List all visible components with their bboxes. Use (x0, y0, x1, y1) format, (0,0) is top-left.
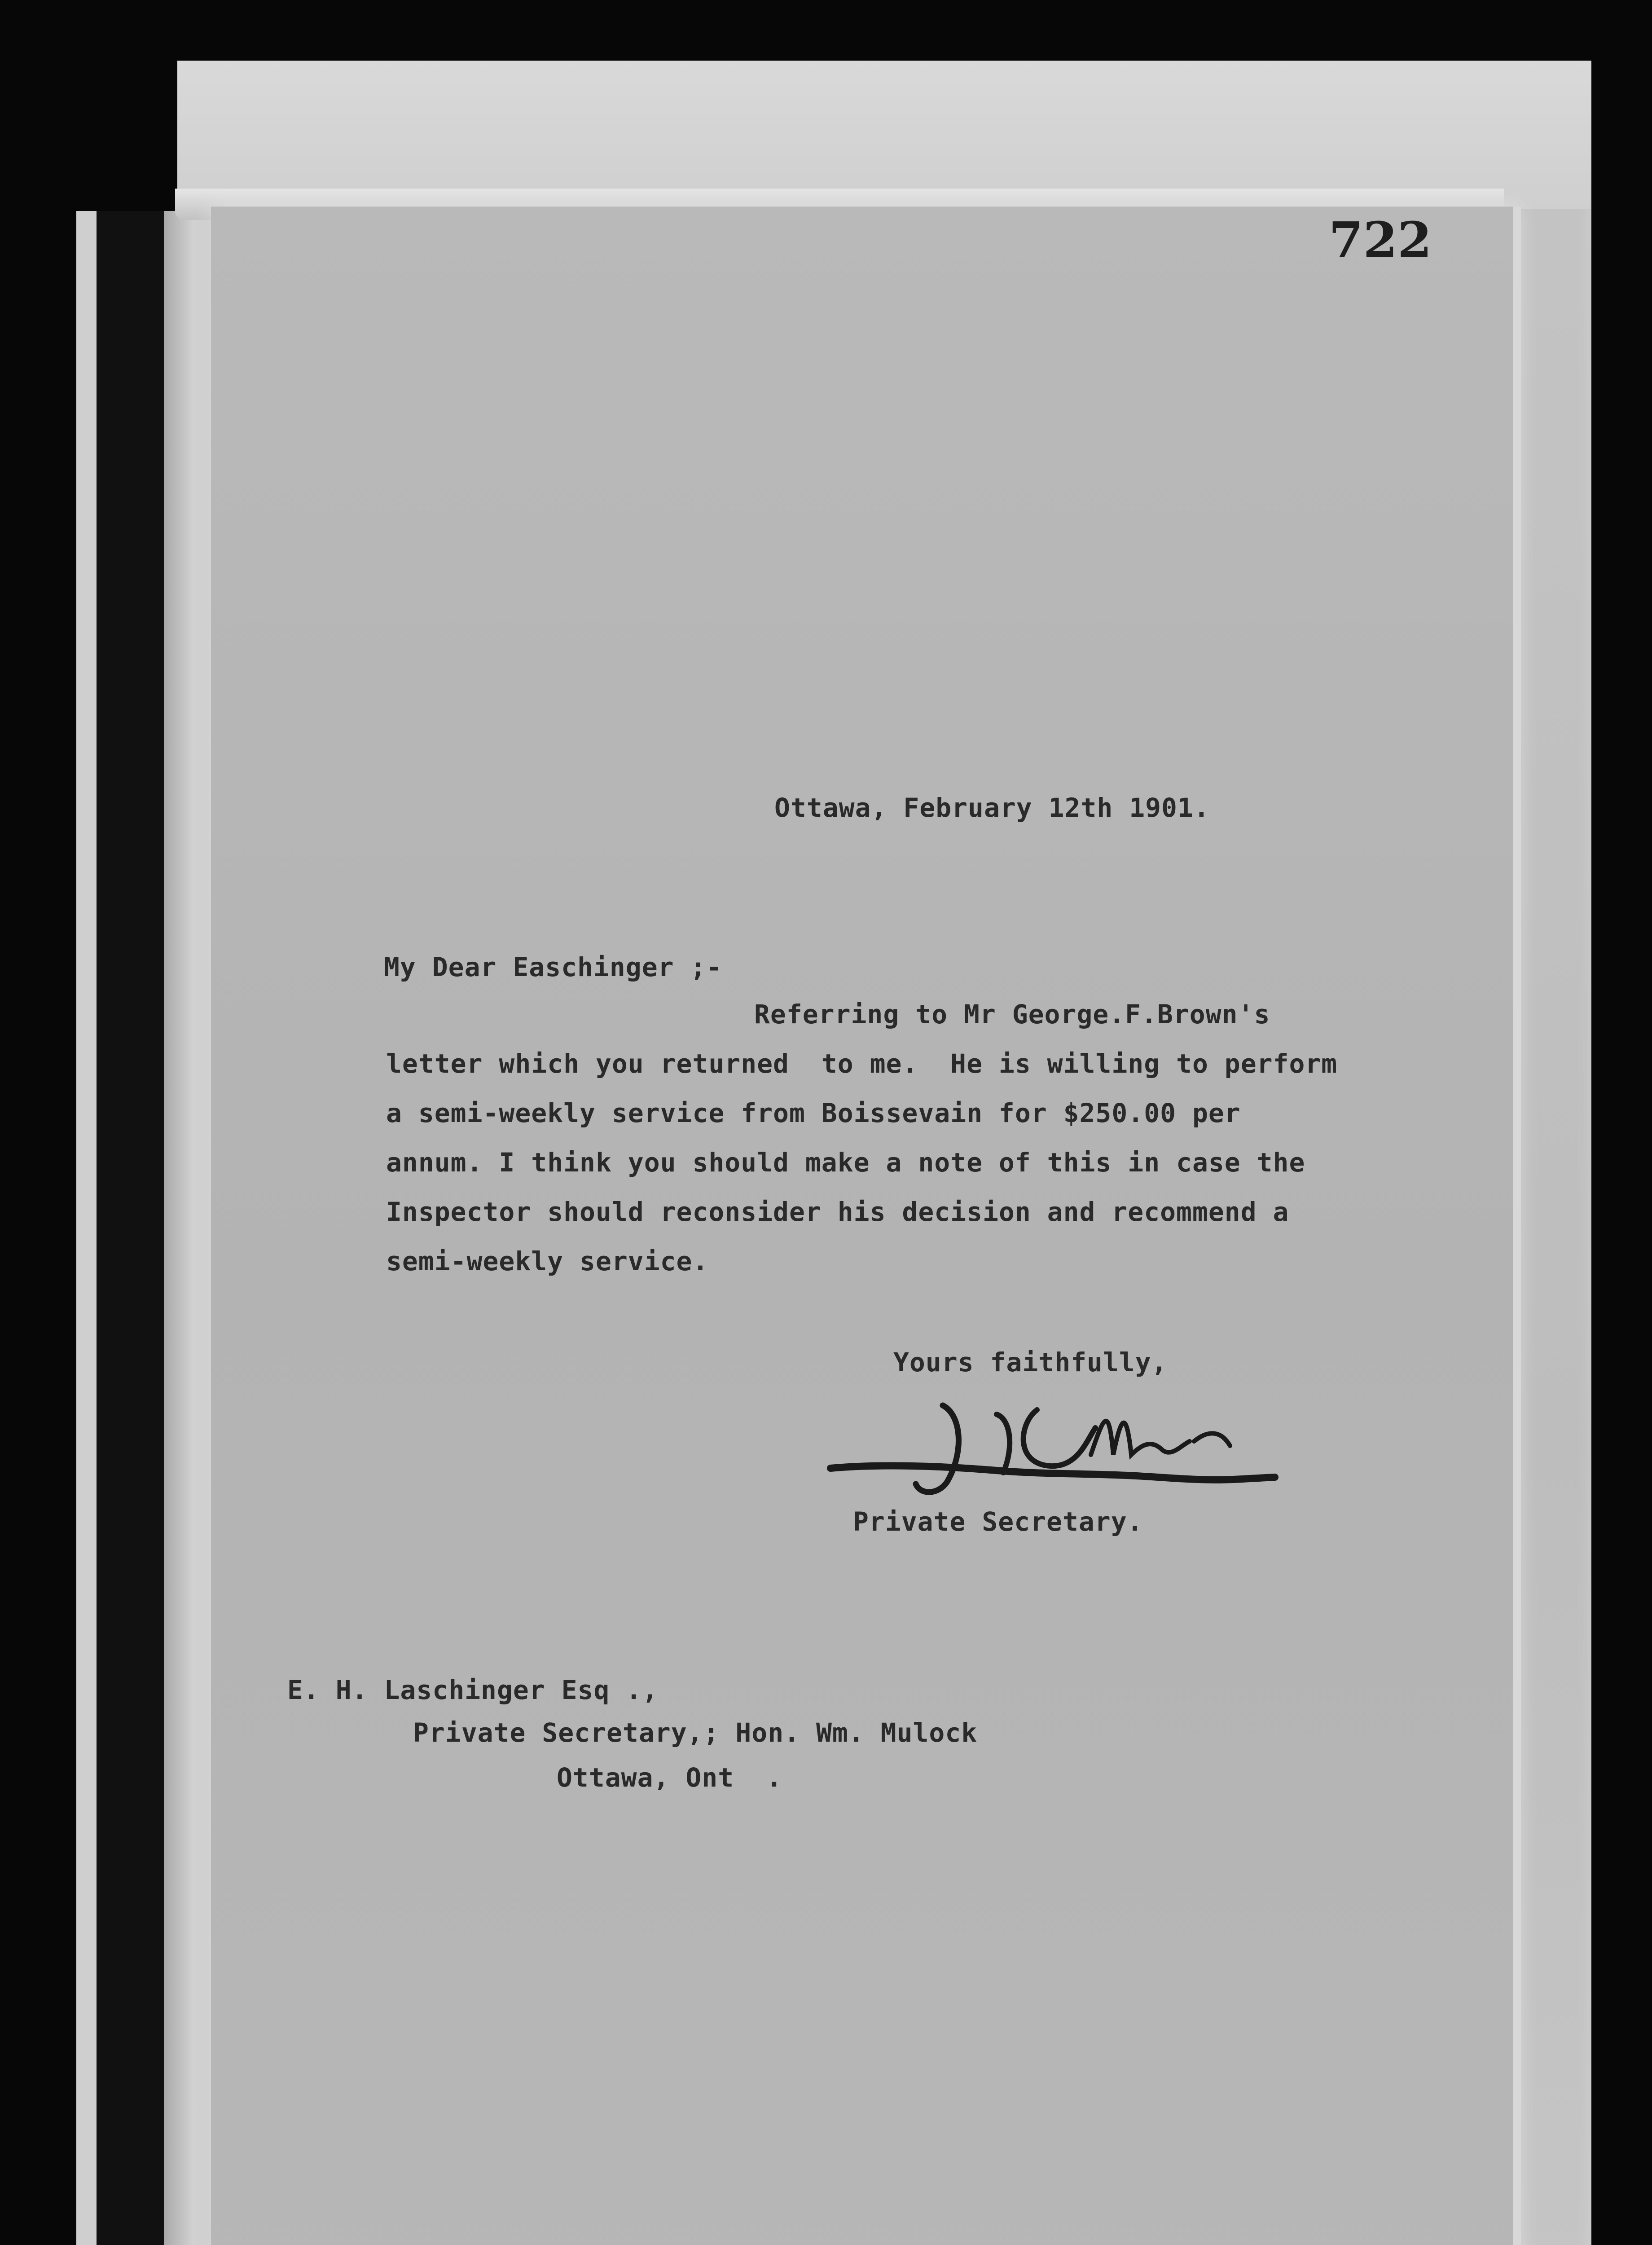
closing: Yours faithfully, (893, 1347, 1168, 1378)
binding-spine-shadow (97, 211, 164, 2245)
body-line: Inspector should reconsider his decision and recommend a (386, 1197, 1289, 1227)
binding-spine-fold (164, 211, 213, 2245)
dateline: Ottawa, February 12th 1901. (774, 792, 1210, 823)
binding-spine-edge (76, 211, 97, 2245)
body-line: letter which you returned to me. He is willing to perform (386, 1048, 1338, 1079)
backing-sheet-top (177, 61, 1591, 209)
body-line: semi-weekly service. (386, 1246, 709, 1277)
body-line: a semi-weekly service from Boissevain for $250.00 per (386, 1098, 1241, 1128)
address-line: E. H. Laschinger Esq ., (287, 1675, 659, 1705)
signature (826, 1387, 1284, 1518)
body-line: annum. I think you should make a note of this in case the (386, 1147, 1305, 1178)
signer-title: Private Secretary. (853, 1506, 1143, 1537)
address-line: Ottawa, Ont . (557, 1762, 782, 1793)
folio-number: 722 (1329, 211, 1432, 269)
address-line: Private Secretary,; Hon. Wm. Mulock (413, 1717, 978, 1748)
salutation: My Dear Easchinger ;- (384, 952, 723, 982)
body-line: Referring to Mr George.F.Brown's (754, 999, 1270, 1030)
